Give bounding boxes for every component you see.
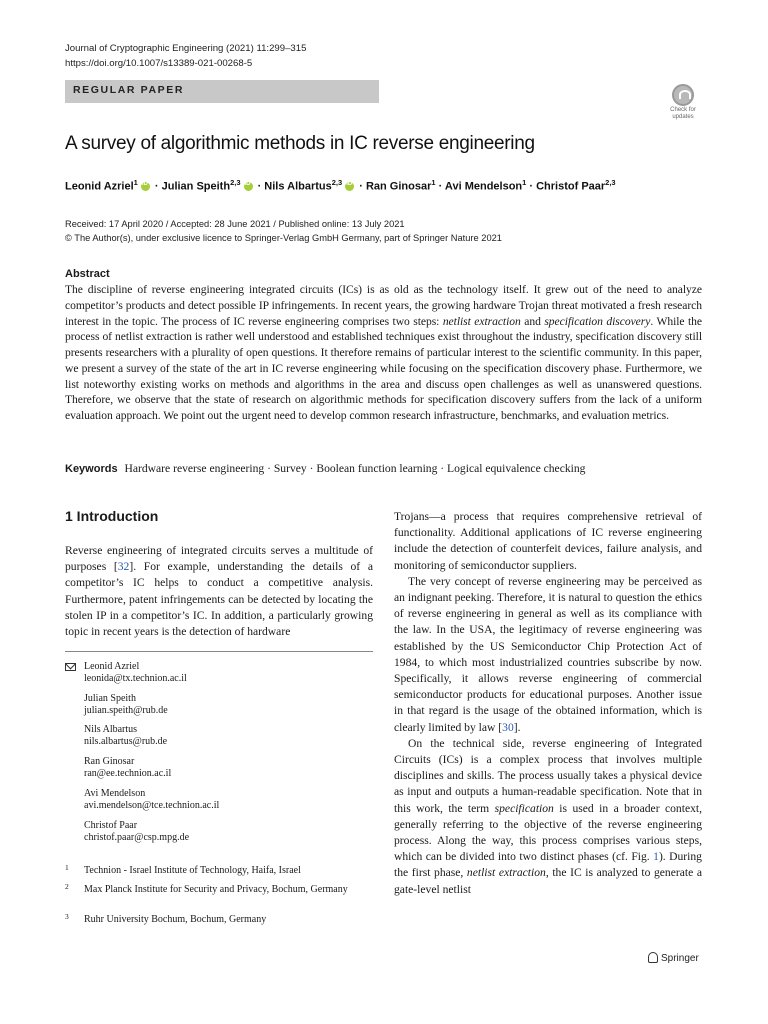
author-separator: ·	[526, 180, 537, 193]
copyright-notice: © The Author(s), under exclusive licence to Springer-Verlag GmbH Germany, part of Springer Nature 2021	[65, 233, 502, 243]
keywords-text: Hardware reverse engineering · Survey · Boolean function learning · Logical equivalence checking	[124, 462, 586, 475]
orcid-icon[interactable]	[345, 182, 354, 191]
paper-title: A survey of algorithmic methods in IC reverse engineering	[65, 133, 535, 154]
intro-left-column	[65, 543, 373, 640]
affiliation-number: 1	[65, 863, 69, 872]
author-affiliation-sup: 1	[522, 178, 527, 187]
author-contact	[84, 724, 167, 748]
abstract-heading: Abstract	[65, 268, 110, 280]
abstract-body	[65, 282, 702, 424]
check-updates-line1: Check for	[670, 107, 696, 113]
contact-email[interactable]: ran@ee.technion.ac.il	[84, 768, 172, 780]
author-name: Ran Ginosar	[365, 180, 432, 193]
author-contact	[84, 693, 168, 717]
contact-email[interactable]: avi.mendelson@tce.technion.ac.il	[84, 800, 220, 812]
author-affiliation-sup: 2,3	[331, 178, 343, 187]
intro-text: ]. For example, understanding the details of a competitor’s IC helps to conduct a competitive analysis. Furthermore, patent infringements can be detected by locating the stolen IP in a competitor’s IC. In addition, a particularly growing topic in recent years is the detection of hardware	[65, 560, 373, 639]
author-affiliation-sup: 2,3	[605, 178, 616, 187]
author-name: Leonid Azriel	[65, 180, 134, 193]
intro-right-column	[394, 509, 702, 898]
author-contact	[84, 756, 171, 780]
paragraph: The very concept of reverse engineering may be perceived as an indignant peeking. Therefore, it is natural to question the ethics of reverse engineering in general as well as its compliance with the law. In the USA, the legitimacy of reverse engineering was established by the US Semiconductor Chip Protection Act of 1984, to which most industrialized countries subscribe by now. Specifically, it allows reverse engineering of commercial semiconductor products for educational purposes. Another issue in that regard is the usage of the obtained information, which is clearly limited by law [30].	[394, 574, 702, 734]
footnote-divider	[65, 651, 373, 652]
figure-link[interactable]: 1	[653, 850, 659, 864]
orcid-icon[interactable]	[244, 182, 253, 191]
author-name: Nils Albartus	[264, 180, 332, 193]
author-separator: ·	[356, 180, 366, 193]
affiliation-number: 2	[65, 882, 69, 891]
author-separator: ·	[151, 180, 162, 193]
publication-dates: Received: 17 April 2020 / Accepted: 28 June 2021 / Published online: 13 July 2021	[65, 219, 405, 229]
springer-logo-icon	[648, 952, 658, 963]
doi-link[interactable]: https://doi.org/10.1007/s13389-021-00268-5	[65, 58, 253, 69]
intro-text: Reverse engineering of integrated circuits serves a multitude of purposes [	[65, 544, 373, 574]
journal-header	[65, 41, 306, 71]
authors-line	[65, 178, 616, 193]
affiliation-text: Technion - Israel Institute of Technology, Haifa, Israel	[84, 865, 301, 876]
check-for-updates-badge[interactable]	[664, 84, 702, 124]
regular-paper-banner	[65, 80, 379, 103]
affiliation-text: Ruhr University Bochum, Bochum, Germany	[84, 914, 267, 925]
abstract-text-1: The discipline of reverse engineering integrated circuits (ICs) is as old as the technology itself. It grew out of the need to analyze competitor’s products and detect possible IP infringements. In recent years, the growing hardware Trojan threat motivated a fresh research interest in the topic. The process of IC reverse engineering comprises two steps:	[65, 283, 702, 328]
contact-email[interactable]: christof.paar@csp.mpg.de	[84, 832, 190, 844]
author-separator: ·	[254, 180, 265, 193]
contact-email[interactable]: julian.speith@rub.de	[84, 705, 168, 717]
citation-link[interactable]: 32	[117, 560, 130, 574]
journal-citation: Journal of Cryptographic Engineering (2021) 11:299–315	[65, 43, 307, 54]
author-separator: ·	[435, 180, 445, 193]
contact-name: Ran Ginosar	[84, 756, 135, 767]
abstract-text-3: . While the process of netlist extraction is rather well understood and established techniques exist throughout the industry, specification discovery still presents researchers with a plurality of open questions. It therefore remains of particular interest to the scientific community. In this paper, we present a survey of the state of the art in IC reverse engineering while focusing on the specification discovery phase. Furthermore, we list noteworthy existing works on methods and algorithms in the area and discuss open challenges as well as unanswered questions. Therefore, we observe that the state of research on algorithmic methods for specification discovery suffers from the lack of a uniform evaluation approach. We point out the urgent need to develop common research infrastructure, benchmarks, and evaluation metrics.	[65, 314, 703, 422]
contact-name: Avi Mendelson	[84, 788, 146, 799]
contact-name: Nils Albartus	[84, 724, 138, 735]
contact-name: Leonid Azriel	[84, 661, 140, 672]
keywords	[65, 462, 585, 475]
author-name: Julian Speith	[161, 180, 231, 193]
author-affiliation-sup: 1	[133, 178, 138, 187]
banner-label: REGULAR PAPER	[73, 84, 185, 96]
author-contact	[84, 820, 189, 844]
author-name: Christof Paar	[536, 180, 606, 193]
affiliation-number: 3	[65, 912, 69, 921]
springer-footer	[648, 952, 699, 964]
author-name: Avi Mendelson	[444, 180, 523, 193]
envelope-icon	[65, 663, 76, 671]
section-heading-introduction: 1 Introduction	[65, 508, 159, 524]
author-affiliation-sup: 2,3	[230, 178, 241, 187]
contact-name: Julian Speith	[84, 693, 136, 704]
contact-email[interactable]: nils.albartus@rub.de	[84, 736, 168, 748]
contact-email[interactable]: leonida@tx.technion.ac.il	[84, 673, 187, 685]
paragraph: Trojans—a process that requires comprehensive retrieval of functionality. Additional applications of IC reverse engineering include the detection of counterfeit devices, failure analysis, and monitoring of semiconductor suppliers.	[394, 510, 702, 572]
paragraph: On the technical side, reverse engineering of Integrated Circuits (ICs) is a complex process that involves multiple disciplines and skills. The process usually takes a physical device as input and outputs a human-readable specification. Note that in this work, the term specification is used in a broader context, generally referring to the objective of the reverse engineering process. Along the way, this process comprises various steps, which can be divided into two distinct phases (cf. Fig. 1). During the first phase, netlist extraction, the IC is analyzed to generate a gate-level netlist	[394, 736, 703, 896]
citation-link[interactable]: 30	[502, 720, 514, 734]
contact-name: Christof Paar	[84, 820, 138, 831]
keywords-label: Keywords	[65, 463, 118, 475]
publisher-name: Springer	[661, 953, 699, 964]
orcid-icon[interactable]	[141, 182, 150, 191]
check-updates-icon	[672, 84, 694, 106]
author-contact	[84, 661, 187, 685]
abstract-text-2: and	[520, 314, 545, 328]
abstract-emphasis-1: netlist extraction	[442, 314, 521, 328]
author-affiliation-sup: 1	[431, 178, 436, 187]
check-updates-line2: updates	[672, 114, 694, 120]
author-contact	[84, 788, 219, 812]
abstract-emphasis-2: specification discovery	[544, 314, 651, 328]
affiliation-text: Max Planck Institute for Security and Privacy, Bochum, Germany	[84, 884, 348, 895]
